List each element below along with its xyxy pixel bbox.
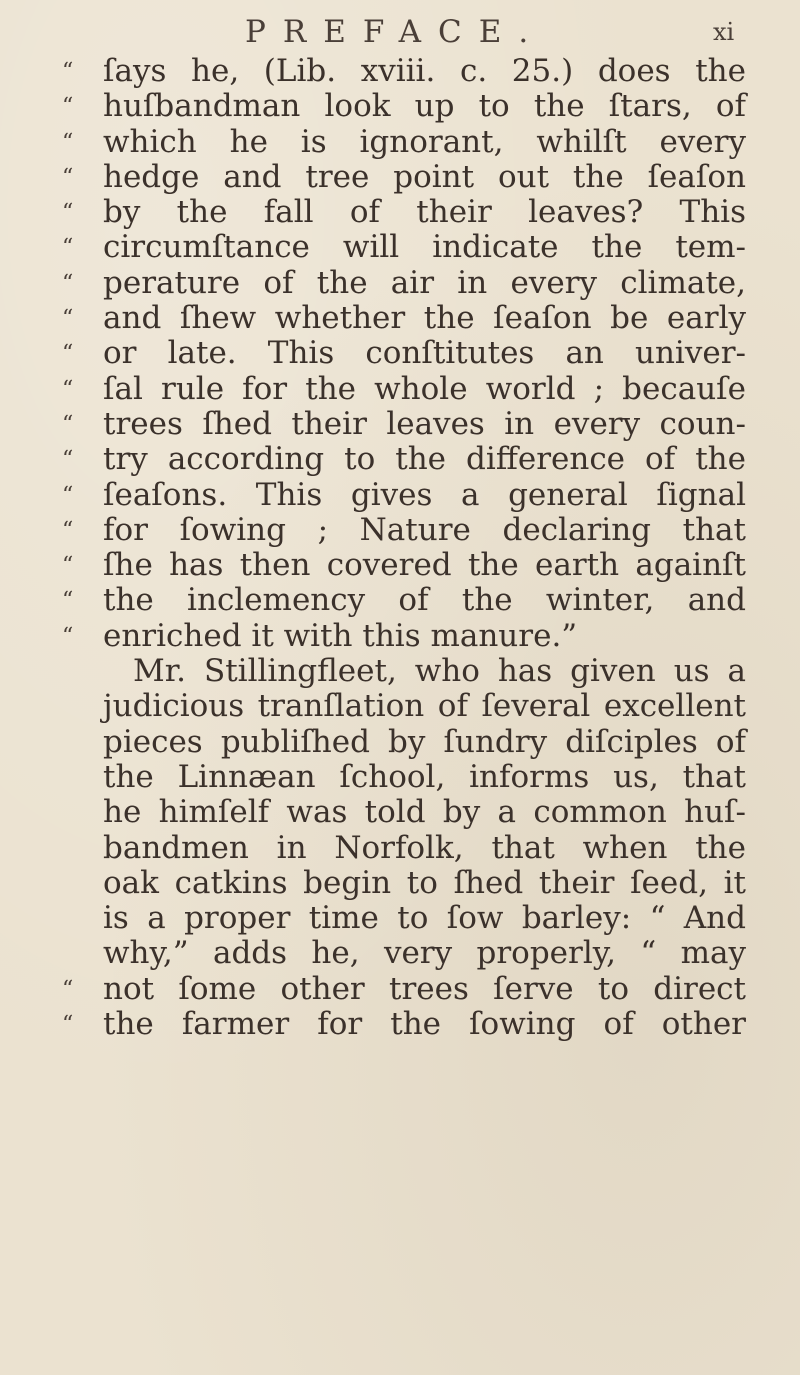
- line-text: why,” adds he, very properly, “ may: [103, 935, 746, 972]
- line-text: try according to the difference of the: [103, 441, 746, 478]
- line-text: huſbandman look up to the ſtars, of: [103, 88, 746, 125]
- quote-mark: “: [62, 447, 74, 473]
- text-line: [0, 266, 800, 301]
- quote-mark: “: [62, 588, 74, 614]
- text-line: [0, 372, 800, 407]
- text-line: [0, 725, 800, 760]
- text-line: [0, 336, 800, 371]
- line-text: and ſhew whether the ſeaſon be early: [103, 300, 746, 337]
- line-text: ſeaſons. This gives a general ſignal: [103, 476, 746, 513]
- text-line: [0, 901, 800, 936]
- quote-mark: “: [62, 376, 74, 402]
- quote-mark: “: [62, 623, 74, 649]
- text-line: [0, 654, 800, 689]
- line-text: for ſowing ; Nature declaring that: [103, 511, 746, 548]
- line-text: oak catkins begin to ſhed their ſeed, it: [103, 864, 746, 901]
- quote-mark: “: [62, 341, 74, 367]
- quote-mark: “: [62, 1012, 74, 1038]
- text-line: [0, 972, 800, 1007]
- quote-mark: “: [62, 482, 74, 508]
- line-text: which he is ignorant, whilſt every: [103, 123, 746, 160]
- text-line: [0, 407, 800, 442]
- text-line: [0, 548, 800, 583]
- body-text: [0, 54, 800, 1042]
- line-text: pieces publiſhed by ſundry diſciples of: [103, 723, 746, 760]
- quote-mark: “: [62, 270, 74, 296]
- line-text: judicious tranſlation of ſeveral excellent: [103, 688, 746, 725]
- line-text: or late. This conſtitutes an univer-: [103, 335, 746, 372]
- text-line: [0, 689, 800, 724]
- text-line: [0, 866, 800, 901]
- quote-mark: “: [62, 59, 74, 84]
- line-text: Mr. Stillingfleet, who has given us a: [133, 653, 746, 690]
- line-text: circumſtance will indicate the tem-: [103, 229, 746, 266]
- text-line: [0, 89, 800, 124]
- line-text: is a proper time to ſow barley: “ And: [103, 900, 746, 937]
- running-title: PREFACE.: [245, 14, 546, 50]
- line-text: ſhe has then covered the earth againſt: [103, 547, 746, 584]
- text-line: [0, 195, 800, 230]
- line-text: the farmer for the ſowing of other: [103, 1006, 746, 1043]
- line-text: perature of the air in every climate,: [103, 264, 746, 301]
- text-line: [0, 160, 800, 195]
- text-line: [0, 760, 800, 795]
- line-text: the Linnæan ſchool, informs us, that: [103, 758, 746, 795]
- line-text: ſays he, (Lib. xviii. c. 25.) does the: [103, 53, 746, 89]
- quote-mark: “: [62, 517, 74, 543]
- line-text: by the fall of their leaves? This: [103, 194, 746, 231]
- text-line: [0, 831, 800, 866]
- line-text: hedge and tree point out the ſeaſon: [103, 158, 746, 195]
- line-text: not ſome other trees ſerve to direct: [103, 970, 746, 1007]
- quote-mark: “: [62, 200, 74, 226]
- running-head: [0, 8, 800, 48]
- text-line: [0, 230, 800, 265]
- text-line: [0, 936, 800, 971]
- text-line: [0, 513, 800, 548]
- text-line: [0, 54, 800, 89]
- text-line: [0, 619, 800, 654]
- quote-mark: “: [62, 976, 74, 1002]
- line-text: trees ſhed their leaves in every coun-: [103, 405, 746, 442]
- text-line: [0, 301, 800, 336]
- quote-mark: “: [62, 411, 74, 437]
- quote-mark: “: [62, 235, 74, 261]
- quote-mark: “: [62, 553, 74, 579]
- line-text: he himſelf was told by a common huſ-: [103, 794, 746, 831]
- line-text: bandmen in Norfolk, that when the: [103, 829, 746, 866]
- line-text: ſal rule for the whole world ; becauſe: [103, 370, 746, 407]
- quote-mark: “: [62, 129, 74, 155]
- text-line: [0, 795, 800, 830]
- line-text: the inclemency of the winter, and: [103, 582, 746, 619]
- text-line: [0, 478, 800, 513]
- text-line: [0, 583, 800, 618]
- page-number: xi: [713, 18, 735, 46]
- line-text: enriched it with this manure.”: [103, 617, 578, 654]
- quote-mark: “: [62, 164, 74, 190]
- text-line: [0, 125, 800, 160]
- quote-mark: “: [62, 94, 74, 120]
- quote-mark: “: [62, 306, 74, 332]
- text-line: [0, 1007, 800, 1042]
- text-line: [0, 442, 800, 477]
